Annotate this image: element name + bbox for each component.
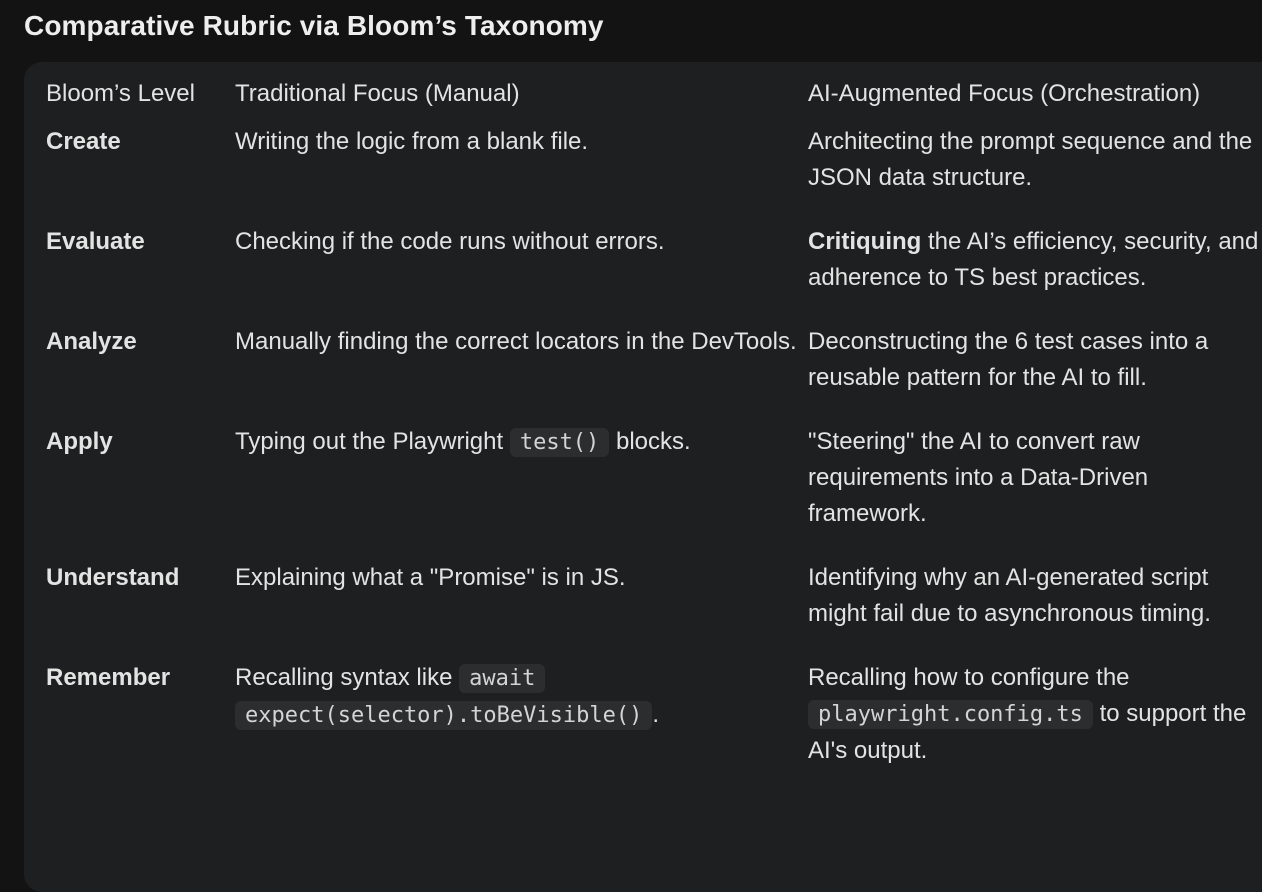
cell-text: Explaining what a "Promise" is in JS.	[235, 564, 626, 591]
rubric-table-card	[24, 62, 1262, 892]
section-heading: Comparative Rubric via Bloom’s Taxonomy	[24, 10, 604, 41]
cell-text: Deconstructing the 6 test cases into a reusable pattern for the AI to fill.	[808, 328, 1209, 391]
bloom-level-cell: Remember	[46, 664, 171, 691]
column-header-ai: AI-Augmented Focus (Orchestration)	[808, 80, 1201, 107]
bloom-level-cell: Apply	[46, 428, 113, 455]
traditional-focus-cell	[235, 124, 808, 224]
cell-text: Typing out the Playwright	[235, 428, 510, 455]
cell-text: Identifying why an AI-generated script might fail due to asynchronous timing.	[808, 564, 1211, 627]
traditional-focus-cell	[235, 424, 808, 560]
ai-focus-cell	[808, 324, 1262, 424]
table-header-row	[46, 76, 1262, 124]
cell-text: Checking if the code runs without errors.	[235, 228, 665, 255]
inline-code: test()	[510, 428, 609, 457]
traditional-focus-cell	[235, 324, 808, 424]
table-row	[46, 324, 1262, 424]
cell-text: .	[652, 701, 660, 728]
traditional-focus-cell	[235, 560, 808, 660]
inline-code: playwright.config.ts	[808, 700, 1093, 729]
cell-text: to support the AI's output.	[808, 700, 1247, 764]
table-row	[46, 424, 1262, 560]
cell-text: Recalling syntax like	[235, 664, 460, 691]
inline-code: await expect(selector).toBeVisible()	[235, 664, 652, 730]
column-header-traditional: Traditional Focus (Manual)	[235, 80, 520, 107]
table-row	[46, 560, 1262, 660]
rubric-table	[46, 76, 1262, 797]
bold-term: Critiquing	[808, 228, 922, 255]
bloom-level-cell: Analyze	[46, 328, 137, 355]
cell-text: Writing the logic from a blank file.	[235, 128, 589, 155]
bloom-level-cell: Evaluate	[46, 228, 145, 255]
table-row	[46, 660, 1262, 797]
cell-text: Manually finding the correct locators in the DevTools.	[235, 328, 797, 355]
cell-text: Recalling how to configure the	[808, 664, 1130, 691]
table-row	[46, 224, 1262, 324]
ai-focus-cell	[808, 224, 1262, 324]
ai-focus-cell	[808, 424, 1262, 560]
cell-text: Architecting the prompt sequence and the JSON data structure.	[808, 128, 1253, 191]
bloom-level-cell: Understand	[46, 564, 180, 591]
table-row	[46, 124, 1262, 224]
cell-text: the AI’s efficiency, security, and adherence to TS best practices.	[808, 228, 1259, 291]
ai-focus-cell	[808, 660, 1262, 797]
ai-focus-cell	[808, 124, 1262, 224]
traditional-focus-cell	[235, 660, 808, 797]
column-header-level: Bloom’s Level	[46, 80, 195, 107]
cell-text: "Steering" the AI to convert raw requirements into a Data-Driven framework.	[808, 428, 1149, 527]
ai-focus-cell	[808, 560, 1262, 660]
traditional-focus-cell	[235, 224, 808, 324]
bloom-level-cell: Create	[46, 128, 121, 155]
cell-text: blocks.	[609, 428, 691, 455]
